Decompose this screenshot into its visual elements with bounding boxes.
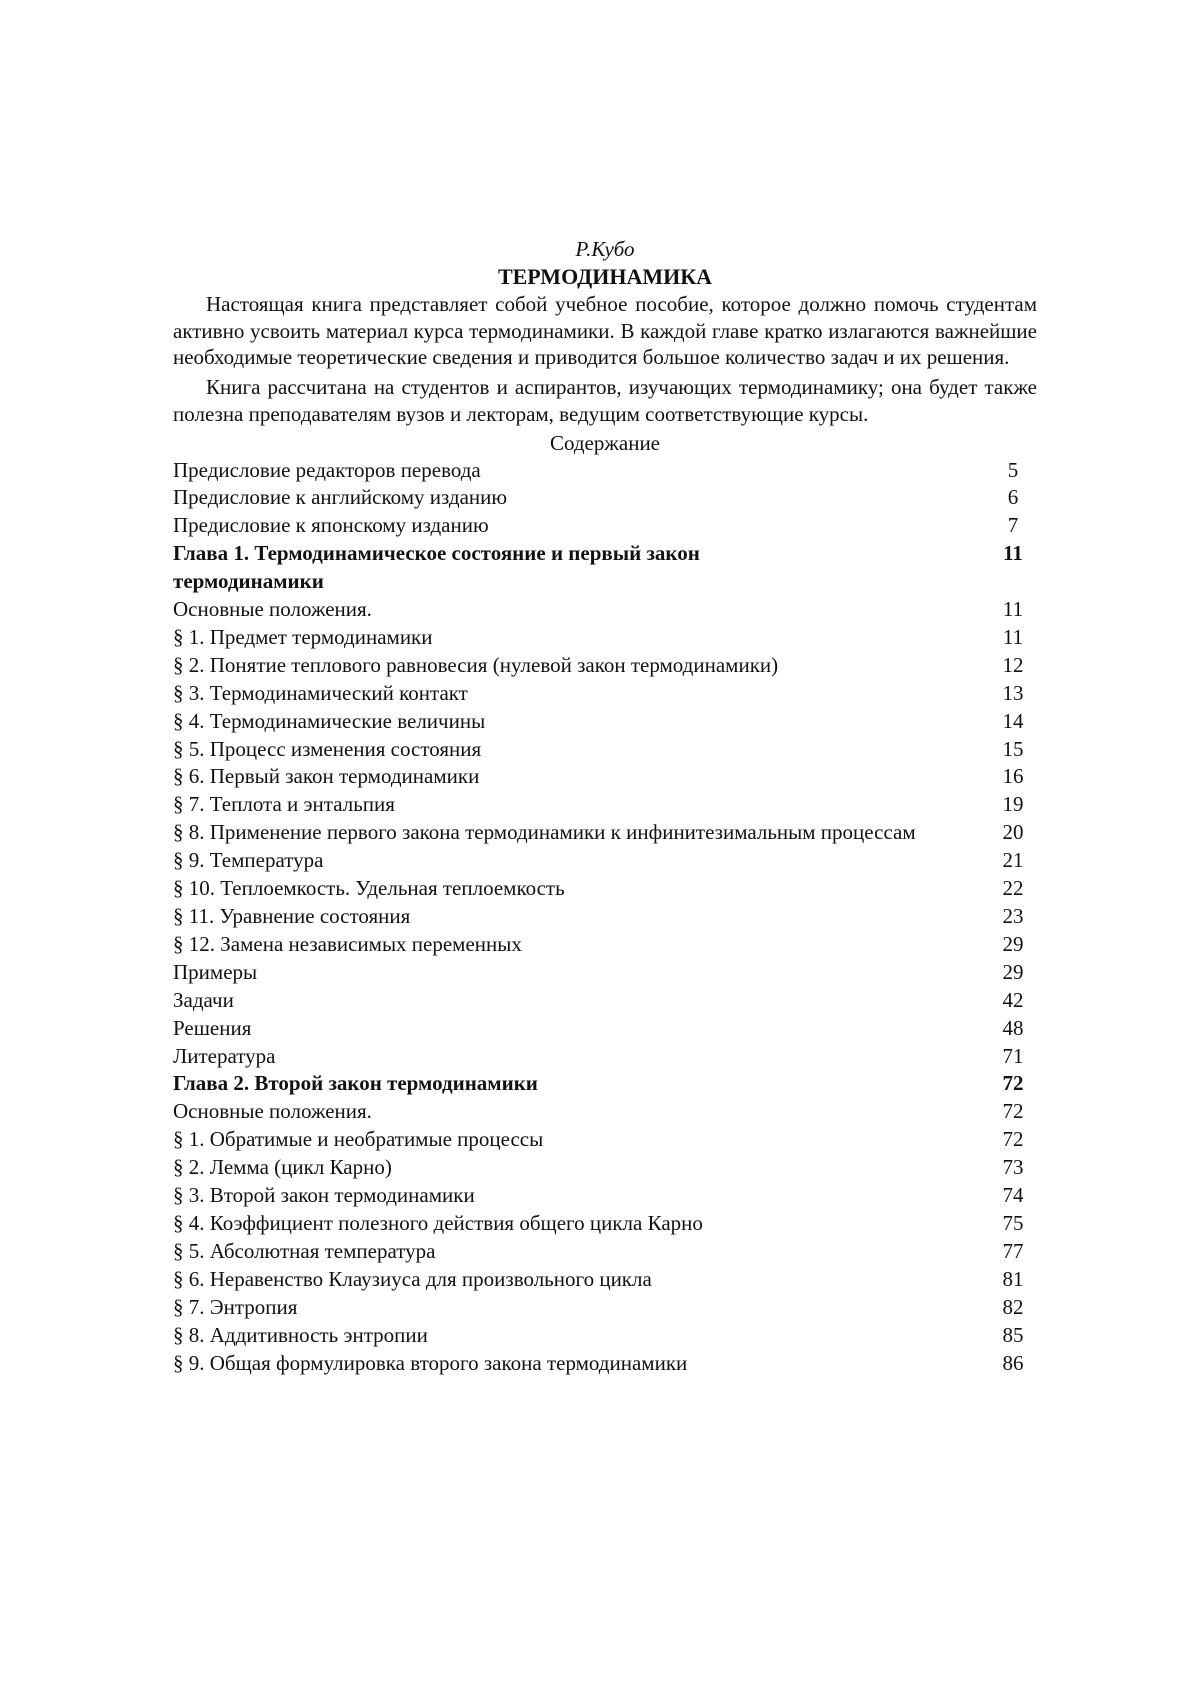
toc-entry bbox=[173, 512, 1037, 540]
toc-entry bbox=[173, 763, 1037, 791]
toc-entry bbox=[173, 1154, 1037, 1182]
toc-entry-page: 13 bbox=[1002, 680, 1024, 705]
toc-entry bbox=[173, 959, 1037, 987]
toc-entry bbox=[173, 736, 1037, 764]
toc-entry-title: Предисловие к английскому изданию bbox=[173, 485, 508, 510]
toc-entry-page: 82 bbox=[1002, 1294, 1024, 1319]
toc-entry-page: 29 bbox=[1002, 931, 1024, 956]
toc-entry-page: 12 bbox=[1002, 652, 1024, 677]
toc-entry-title: Решения bbox=[173, 1015, 252, 1040]
toc-entry bbox=[173, 1266, 1037, 1294]
toc-entry bbox=[173, 680, 1037, 708]
toc-entry bbox=[173, 1182, 1037, 1210]
book-title: ТЕРМОДИНАМИКА bbox=[497, 264, 713, 289]
toc-entry-page: 20 bbox=[1002, 820, 1024, 845]
toc-entry-page: 11 bbox=[1002, 597, 1024, 622]
contents-heading: Содержание bbox=[549, 430, 661, 455]
toc-entry bbox=[173, 1238, 1037, 1266]
toc-entry-title: § 2. Лемма (цикл Карно) bbox=[173, 1155, 392, 1180]
toc-entry bbox=[173, 708, 1037, 736]
toc-entry-title: § 3. Термодинамический контакт bbox=[173, 680, 468, 705]
toc-entry bbox=[173, 875, 1037, 903]
toc-entry-title: § 1. Обратимые и необратимые процессы bbox=[173, 1127, 544, 1152]
toc-entry bbox=[173, 1322, 1037, 1350]
table-of-contents bbox=[173, 457, 1037, 1378]
toc-entry bbox=[173, 819, 1037, 847]
toc-entry-page: 6 bbox=[1007, 485, 1019, 510]
annotation-paragraph: Настоящая книга представляет собой учебное пособие, которое должно помочь студентам активно усвоить материал курса термодинамики. В каждой главе кратко излагаются важнейшие необходимые теоретические сведения и приводится большое количество задач и их решения. bbox=[173, 292, 1037, 370]
toc-entry-page: 11 bbox=[1002, 624, 1024, 649]
toc-entry bbox=[173, 1350, 1037, 1378]
toc-chapter-entry bbox=[173, 540, 1037, 596]
toc-entry-page: 81 bbox=[1002, 1266, 1024, 1291]
toc-entry-title: § 2. Понятие теплового равновесия (нулевой закон термодинамики) bbox=[173, 652, 779, 677]
toc-entry-page: 48 bbox=[1002, 1015, 1024, 1040]
toc-entry-page: 75 bbox=[1002, 1210, 1024, 1235]
toc-entry-page: 29 bbox=[1002, 959, 1024, 984]
toc-entry-title: § 5. Абсолютная температура bbox=[173, 1238, 436, 1263]
toc-entry-page: 23 bbox=[1002, 904, 1024, 929]
toc-entry-page: 14 bbox=[1002, 708, 1024, 733]
toc-entry-title: Предисловие к японскому изданию bbox=[173, 513, 489, 538]
toc-entry bbox=[173, 931, 1037, 959]
toc-entry bbox=[173, 987, 1037, 1015]
toc-entry-title: § 11. Уравнение состояния bbox=[173, 904, 411, 929]
toc-entry bbox=[173, 1043, 1037, 1071]
toc-entry-page: 72 bbox=[1002, 1099, 1024, 1124]
toc-entry-title: § 9. Общая формулировка второго закона термодинамики bbox=[173, 1350, 688, 1375]
toc-chapter-entry bbox=[173, 1070, 1037, 1098]
toc-entry-title: Литература bbox=[173, 1043, 276, 1068]
toc-entry-title: § 9. Температура bbox=[173, 848, 324, 873]
toc-entry bbox=[173, 624, 1037, 652]
toc-entry bbox=[173, 1294, 1037, 1322]
toc-entry bbox=[173, 903, 1037, 931]
toc-entry-page: 5 bbox=[1007, 457, 1019, 482]
toc-entry bbox=[173, 847, 1037, 875]
author-name: Р.Кубо bbox=[575, 237, 635, 261]
annotation bbox=[173, 291, 1037, 428]
toc-entry-page: 42 bbox=[1002, 987, 1024, 1012]
toc-entry bbox=[173, 457, 1037, 485]
toc-entry-title: § 3. Второй закон термодинамики bbox=[173, 1183, 475, 1208]
toc-entry-title: Основные положения. bbox=[173, 597, 372, 622]
toc-entry bbox=[173, 596, 1037, 624]
toc-entry-page: 19 bbox=[1002, 792, 1024, 817]
toc-entry-title: Глава 2. Второй закон термодинамики bbox=[173, 1071, 538, 1096]
toc-entry-page: 22 bbox=[1002, 876, 1024, 901]
toc-entry bbox=[173, 791, 1037, 819]
toc-entry-page: 72 bbox=[1002, 1071, 1024, 1096]
toc-entry-title: § 10. Теплоемкость. Удельная теплоемкость bbox=[173, 876, 565, 901]
toc-entry-title: § 5. Процесс изменения состояния bbox=[173, 736, 482, 761]
toc-entry-page: 85 bbox=[1002, 1322, 1024, 1347]
toc-entry-page: 74 bbox=[1002, 1183, 1024, 1208]
toc-entry bbox=[173, 652, 1037, 680]
toc-entry-page: 86 bbox=[1002, 1350, 1024, 1375]
toc-entry-title: § 6. Первый закон термодинамики bbox=[173, 764, 480, 789]
toc-entry-page: 21 bbox=[1002, 848, 1024, 873]
toc-entry bbox=[173, 1210, 1037, 1238]
toc-entry-page: 77 bbox=[1002, 1238, 1024, 1263]
annotation-paragraph: Книга рассчитана на студентов и аспирантов, изучающих термодинамику; она будет также полезна преподавателям вузов и лекторам, ведущим соответствующие курсы. bbox=[173, 375, 1037, 426]
toc-entry-title: § 4. Термодинамические величины bbox=[173, 708, 486, 733]
toc-entry-page: 16 bbox=[1002, 764, 1024, 789]
toc-entry-page: 73 bbox=[1002, 1155, 1024, 1180]
toc-entry bbox=[173, 1098, 1037, 1126]
toc-entry-page: 71 bbox=[1002, 1043, 1024, 1068]
toc-entry-title: Предисловие редакторов перевода bbox=[173, 457, 481, 482]
toc-entry bbox=[173, 1015, 1037, 1043]
toc-entry-title: Задачи bbox=[173, 987, 234, 1012]
toc-entry-page: 72 bbox=[1002, 1127, 1024, 1152]
toc-entry-title: § 12. Замена независимых переменных bbox=[173, 931, 522, 956]
toc-entry bbox=[173, 484, 1037, 512]
document-page bbox=[173, 236, 1037, 1377]
toc-entry-title: Глава 1. Термодинамическое состояние и первый закон термодинамики bbox=[173, 541, 700, 594]
toc-entry-title: § 8. Применение первого закона термодинамики к инфинитезимальным процессам bbox=[173, 820, 916, 845]
toc-entry-page: 11 bbox=[1003, 541, 1023, 566]
toc-entry bbox=[173, 1126, 1037, 1154]
toc-entry-title: Примеры bbox=[173, 959, 258, 984]
toc-entry-title: § 1. Предмет термодинамики bbox=[173, 624, 433, 649]
toc-entry-page: 7 bbox=[1007, 513, 1019, 538]
toc-entry-title: § 7. Энтропия bbox=[173, 1294, 298, 1319]
toc-entry-title: § 7. Теплота и энтальпия bbox=[173, 792, 395, 817]
toc-entry-page: 15 bbox=[1002, 736, 1024, 761]
toc-entry-title: § 8. Аддитивность энтропии bbox=[173, 1322, 428, 1347]
toc-entry-title: § 6. Неравенство Клаузиуса для произвольного цикла bbox=[173, 1266, 652, 1291]
toc-entry-title: § 4. Коэффициент полезного действия общего цикла Карно bbox=[173, 1210, 703, 1235]
toc-entry-title: Основные положения. bbox=[173, 1099, 372, 1124]
